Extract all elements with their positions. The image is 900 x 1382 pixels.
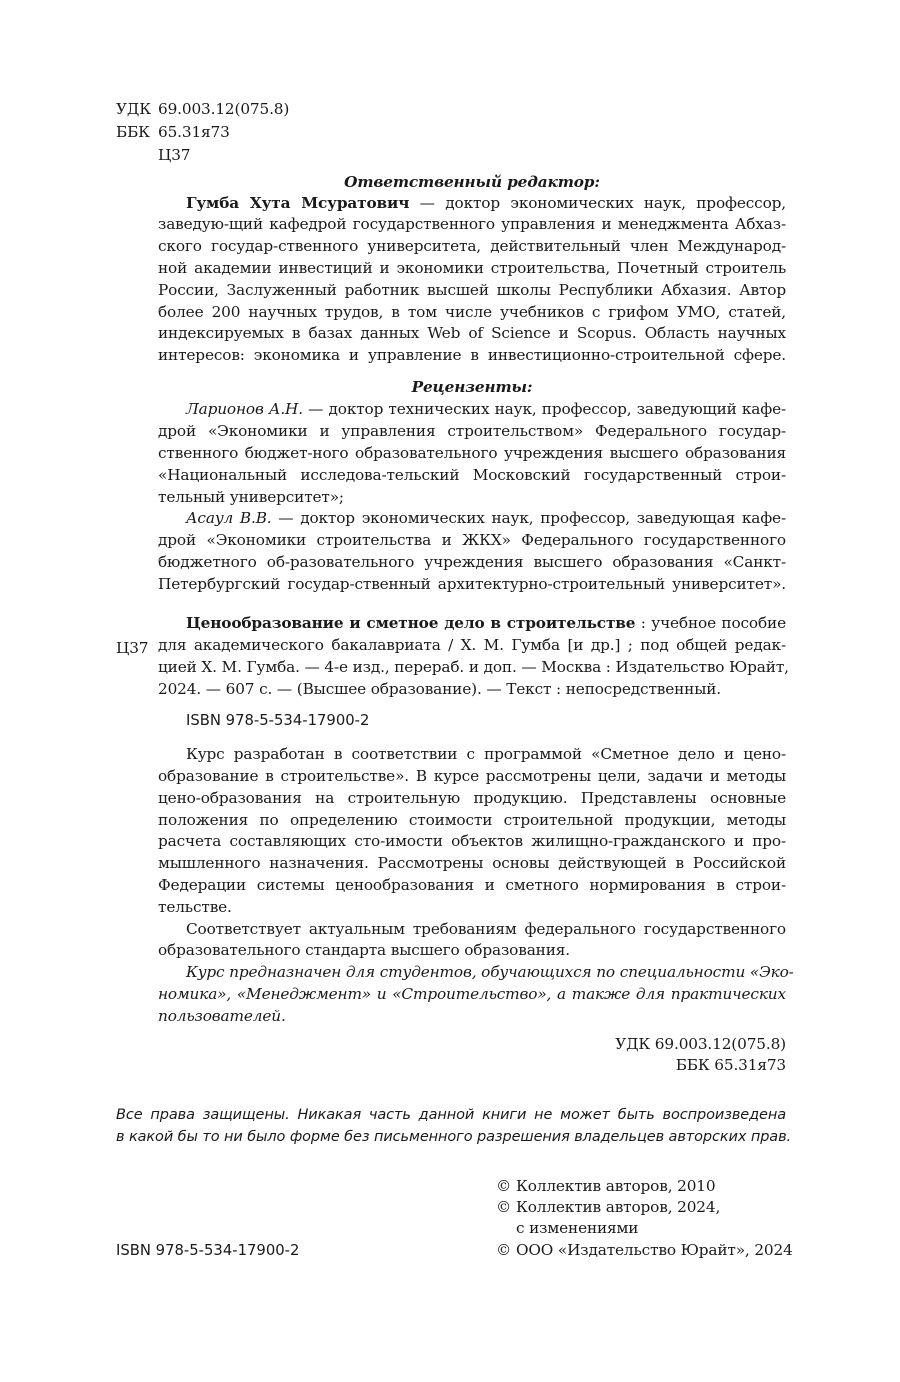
annotation-p3-line: Курс предназначен для студентов, обучающихся по специальности «Эко- <box>186 963 794 981</box>
copyright-2 <box>496 1197 721 1218</box>
editor-line: ной академии инвестиций и экономики строительства, Почетный строитель <box>158 259 786 277</box>
reviewer-1-line: ственного бюджет-ного образовательного учреждения высшего образования <box>158 444 786 462</box>
annotation-p3-line-last: пользователей. <box>158 1007 286 1025</box>
annotation-line: цено-образования на строительную продукцию. Представлены основные <box>158 789 786 807</box>
copyright-text: Коллектив авторов, 2024, <box>516 1198 721 1216</box>
isbn-line: ISBN 978-5-534-17900-2 <box>186 712 370 729</box>
udk-label: УДК <box>116 100 151 118</box>
copyright-text: Коллектив авторов, 2010 <box>516 1177 716 1195</box>
reviewer-1-line: дрой «Экономики и управления строительством» Федерального государ- <box>158 422 786 440</box>
editor-line: заведую-щий кафедрой государственного управления и менеджмента Абхаз- <box>158 215 786 233</box>
copyright-symbol: © <box>496 1198 512 1216</box>
reviewer-2-line: дрой «Экономики строительства и ЖКХ» Федерального государственного <box>158 531 786 549</box>
udk-line <box>116 99 290 120</box>
annotation-line: Федерации системы ценообразования и сметного нормирования в строи- <box>158 876 786 894</box>
bbk-line <box>116 122 230 143</box>
book-title: Ценообразование и сметное дело в строительстве <box>186 614 636 632</box>
reviewer-2-name: Асаул В.В. <box>186 509 272 527</box>
isbn-bottom: ISBN 978-5-534-17900-2 <box>116 1242 300 1259</box>
reviewer-1-line-last: тельный университет»; <box>158 488 344 506</box>
bib-author-mark: Ц37 <box>116 639 149 657</box>
reviewer-1-line-1: Ларионов А.Н. — доктор технических наук, профессор, заведующий кафе- <box>186 400 786 418</box>
annotation-p2-line: Соответствует актуальным требованиям федерального государственного <box>186 920 786 938</box>
annotation-line-last: тельстве. <box>158 898 232 916</box>
copyright-symbol: © <box>496 1177 512 1195</box>
bbk-code: 65.31я73 <box>158 123 230 141</box>
editor-line: более 200 научных трудов, в том числе учебников с грифом УМО, статей, <box>158 303 786 321</box>
annotation-line: мышленного назначения. Рассмотрены основы действующей в Российской <box>158 854 786 872</box>
footer-udk: УДК 69.003.12(075.8) <box>615 1035 786 1053</box>
copyright-2-continued: с изменениями <box>516 1219 639 1237</box>
editor-line: индексируемых в базах данных Web of Science и Scopus. Область научных <box>158 324 786 342</box>
bib-line-1: Ценообразование и сметное дело в строительстве : учебное пособие <box>186 614 787 632</box>
annotation-line: Курс разработан в соответствии с программой «Сметное дело и цено- <box>186 745 786 763</box>
editor-heading: Ответственный редактор: <box>344 173 600 191</box>
editor-line: России, Заслуженный работник высшей школы Республики Абхазия. Автор <box>158 281 786 299</box>
bbk-label: ББК <box>116 123 150 141</box>
reviewer-2-line: Петербургский государ-ственный архитектурно-строительный университет». <box>158 575 786 593</box>
editor-line: ского государ-ственного университета, действительный член Международ- <box>158 237 786 255</box>
editor-line: интересов: экономика и управление в инвестиционно-строительной сфере. <box>158 346 786 364</box>
reviewer-2-line: бюджетного об-разовательного учреждения высшего образования «Санкт- <box>158 553 786 571</box>
copyright-1 <box>496 1176 716 1197</box>
udk-code: 69.003.12(075.8) <box>158 100 290 118</box>
reviewer-1-name: Ларионов А.Н. <box>186 400 303 418</box>
bib-line-last: 2024. — 607 с. — (Высшее образование). — Текст : непосредственный. <box>158 680 722 698</box>
bib-line: для академического бакалавриата / Х. М. Гумба [и др.] ; под общей редак- <box>158 636 786 654</box>
editor-name: Гумба Хута Мсуратович <box>186 194 410 212</box>
copyright-symbol: © <box>496 1241 512 1259</box>
annotation-line: положения по определению стоимости строительной продукции, методы <box>158 811 786 829</box>
copyright-text: ООО «Издательство Юрайт», 2024 <box>516 1241 793 1259</box>
rights-line: Все права защищены. Никакая часть данной книги не может быть воспроизведена <box>116 1107 786 1123</box>
bib-line: цией Х. М. Гумба. — 4-е изд., перераб. и доп. — Москва : Издательство Юрайт, <box>158 658 789 676</box>
author-mark: Ц37 <box>158 146 191 164</box>
copyright-3 <box>496 1240 793 1261</box>
editor-line-1: Гумба Хута Мсуратович — доктор экономических наук, профессор, <box>186 194 786 212</box>
reviewer-2-line-1: Асаул В.В. — доктор экономических наук, профессор, заведующая кафе- <box>186 509 786 527</box>
reviewers-heading: Рецензенты: <box>411 378 533 396</box>
annotation-line: расчета составляющих сто-имости объектов жилищно-гражданского и про- <box>158 832 786 850</box>
annotation-p3-line: номика», «Менеджмент» и «Строительство», а также для практических <box>158 985 786 1003</box>
rights-line: в какой бы то ни было форме без письменного разрешения владельцев авторских прав. <box>116 1129 792 1145</box>
annotation-p2-line-last: образовательного стандарта высшего образования. <box>158 941 570 959</box>
footer-bbk: ББК 65.31я73 <box>675 1056 786 1074</box>
reviewer-1-line: «Национальный исследова-тельский Московский государственный строи- <box>158 466 786 484</box>
annotation-line: образование в строительстве». В курсе рассмотрены цели, задачи и методы <box>158 767 786 785</box>
